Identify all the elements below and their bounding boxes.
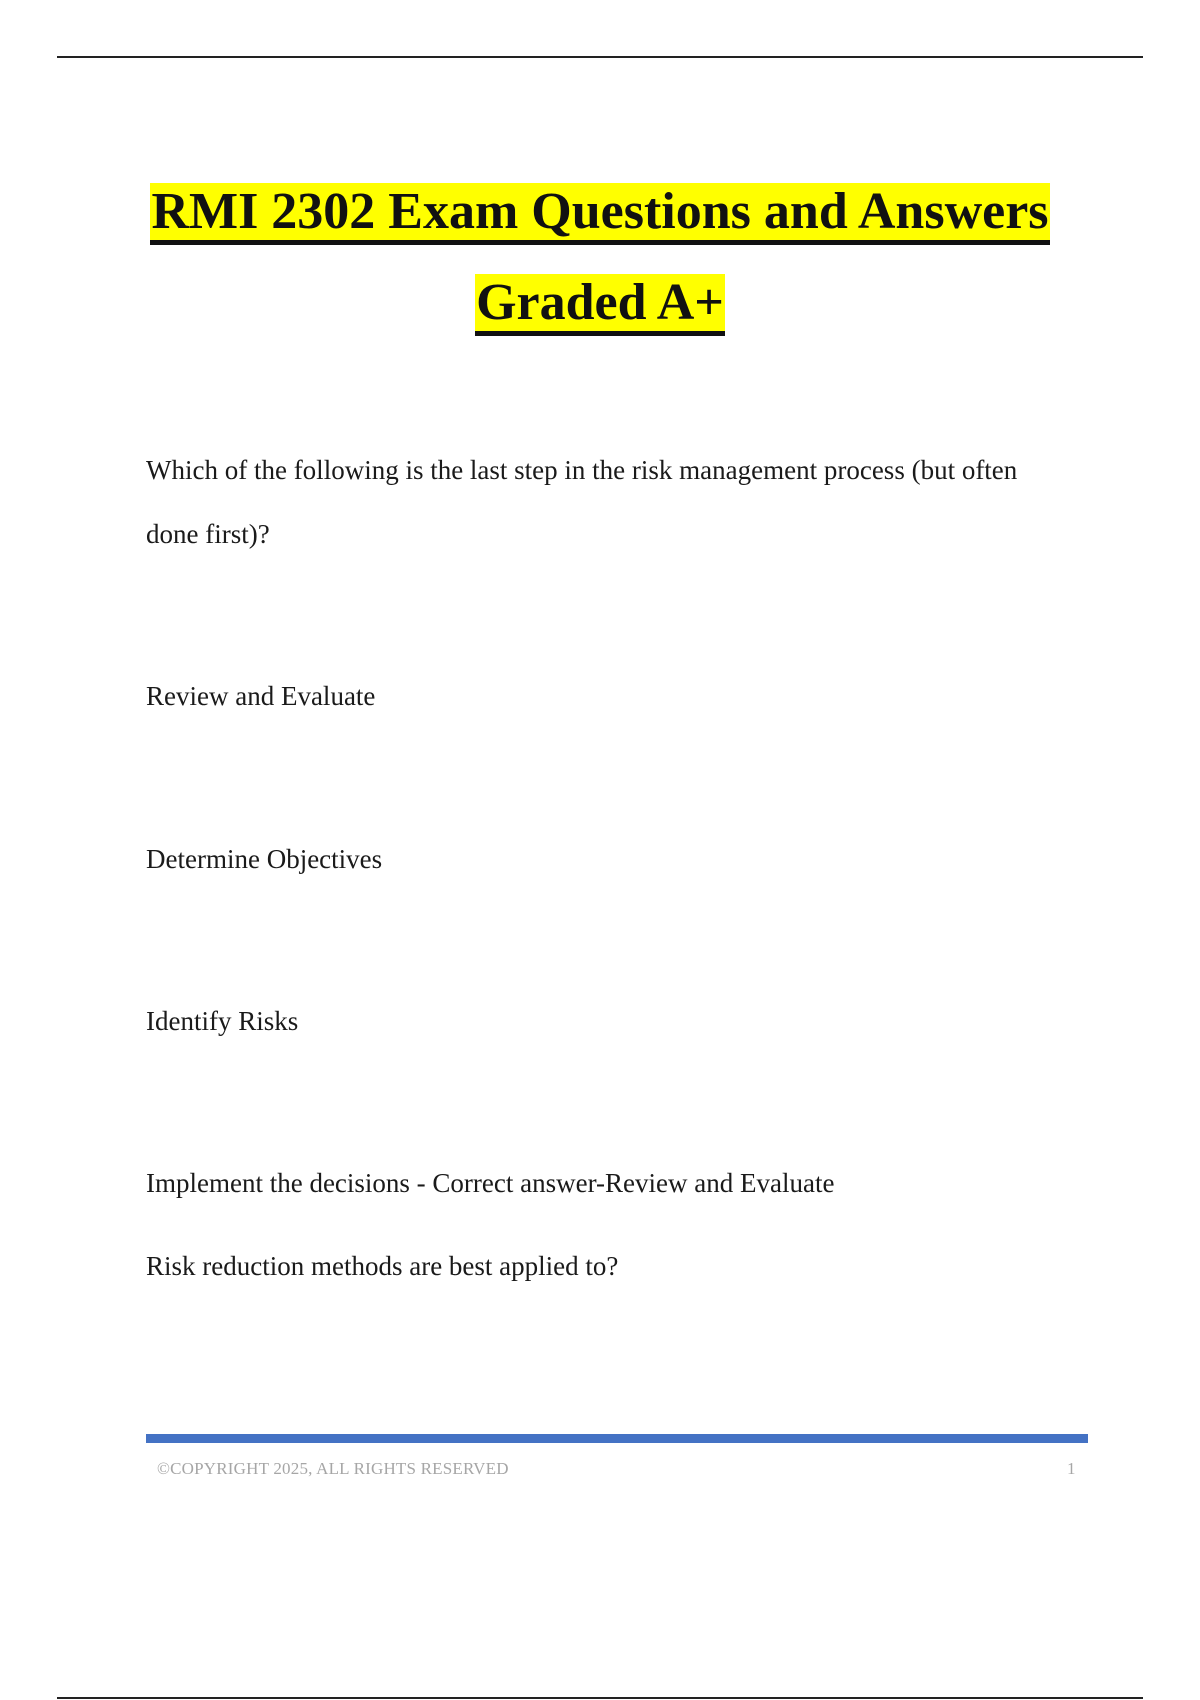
title-highlight-1: RMI 2302 Exam Questions and Answers xyxy=(150,183,1049,245)
option-d-answer: Implement the decisions - Correct answer-Review and Evaluate xyxy=(146,1168,835,1198)
option-b: Determine Objectives xyxy=(146,844,383,874)
title-highlight-2: Graded A+ xyxy=(475,274,725,336)
question-2: Risk reduction methods are best applied to? xyxy=(146,1251,619,1281)
footer-copyright: ©COPYRIGHT 2025, ALL RIGHTS RESERVED xyxy=(157,1459,509,1478)
bottom-rule xyxy=(57,1697,1143,1699)
document-title-line-1 xyxy=(0,182,1200,242)
top-rule xyxy=(57,56,1143,58)
document-title-line-2 xyxy=(0,273,1200,333)
footer-bar xyxy=(146,1434,1088,1443)
option-a: Review and Evaluate xyxy=(146,681,376,711)
footer-page-number: 1 xyxy=(1067,1459,1076,1478)
question-1-line-1: Which of the following is the last step in the risk management process (but often xyxy=(146,455,1018,485)
question-1-line-2: done first)? xyxy=(146,519,270,549)
option-c: Identify Risks xyxy=(146,1006,299,1036)
